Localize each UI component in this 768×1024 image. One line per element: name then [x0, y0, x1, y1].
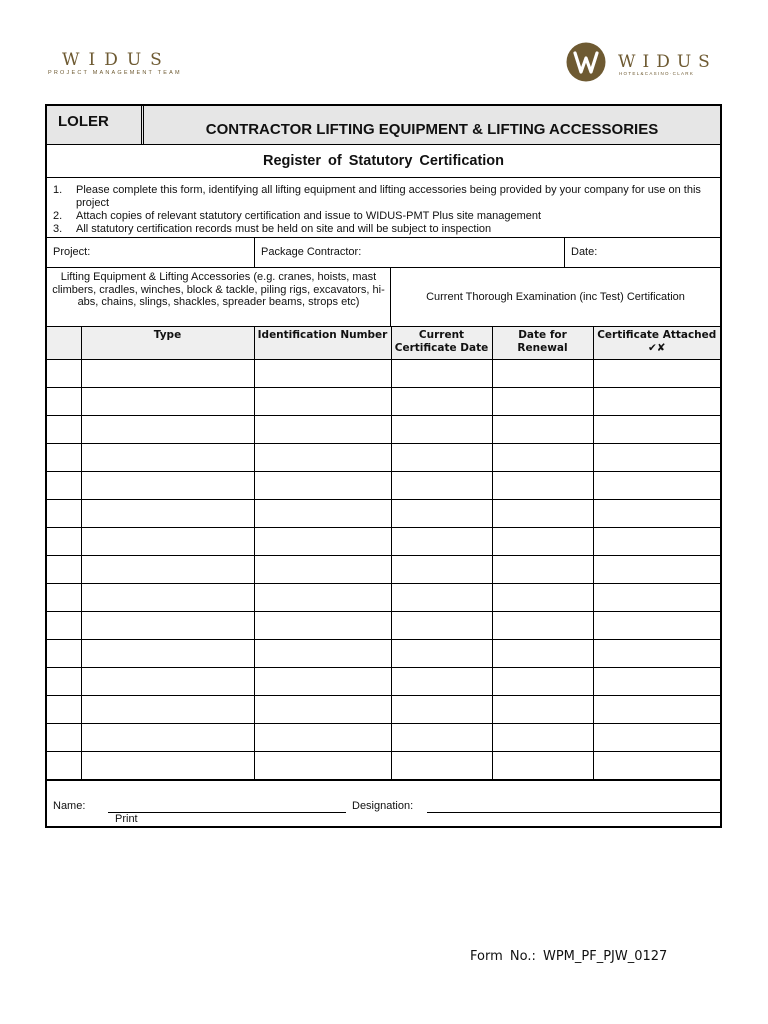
certificate-attached-cell[interactable] — [593, 388, 720, 416]
row-index-cell — [47, 696, 81, 724]
identification-number-cell[interactable] — [254, 640, 391, 668]
signature-section — [47, 780, 720, 826]
type-cell[interactable] — [81, 696, 254, 724]
current-certificate-date-cell[interactable] — [391, 752, 492, 780]
date-for-renewal-cell[interactable] — [492, 500, 593, 528]
certificate-attached-cell[interactable] — [593, 640, 720, 668]
form-meta-row — [47, 238, 720, 268]
table-row — [47, 584, 720, 612]
identification-number-header: Identification Number — [254, 327, 391, 360]
register-table — [47, 327, 720, 780]
instruction-text: All statutory certification records must be held on site and will be subject to inspection — [76, 223, 492, 235]
current-certificate-date-cell[interactable] — [391, 640, 492, 668]
date-for-renewal-cell[interactable] — [492, 668, 593, 696]
row-index-cell — [47, 640, 81, 668]
identification-number-cell[interactable] — [254, 724, 391, 752]
certificate-attached-cell[interactable] — [593, 696, 720, 724]
current-certificate-date-cell[interactable] — [391, 668, 492, 696]
logo-tagline: HOTEL&CASINO·CLARK — [619, 71, 695, 76]
table-header-row — [47, 327, 720, 360]
certificate-attached-header: Certificate Attached ✔✘ — [593, 327, 720, 360]
row-index-cell — [47, 724, 81, 752]
certificate-attached-cell[interactable] — [593, 472, 720, 500]
table-row — [47, 556, 720, 584]
identification-number-cell[interactable] — [254, 752, 391, 780]
identification-number-cell[interactable] — [254, 388, 391, 416]
table-row — [47, 416, 720, 444]
logo-tagline: PROJECT MANAGEMENT TEAM — [48, 70, 182, 76]
table-row — [47, 612, 720, 640]
certificate-attached-cell[interactable] — [593, 500, 720, 528]
instruction-item — [53, 223, 714, 236]
date-for-renewal-cell[interactable] — [492, 416, 593, 444]
examination-group-label: Current Thorough Examination (inc Test) Certification — [426, 291, 685, 303]
form-subtitle: Register of Statutory Certification — [47, 145, 720, 178]
package-contractor-field[interactable]: Package Contractor: — [255, 238, 565, 267]
row-index-header — [47, 327, 81, 360]
date-for-renewal-cell[interactable] — [492, 472, 593, 500]
table-row — [47, 668, 720, 696]
row-index-cell — [47, 444, 81, 472]
logo-wordmark: WIDUS — [62, 50, 171, 70]
date-for-renewal-cell[interactable] — [492, 388, 593, 416]
current-certificate-date-cell[interactable] — [391, 360, 492, 388]
current-certificate-date-cell[interactable] — [391, 584, 492, 612]
identification-number-cell[interactable] — [254, 472, 391, 500]
date-for-renewal-cell[interactable] — [492, 640, 593, 668]
certificate-attached-cell[interactable] — [593, 360, 720, 388]
certificate-attached-cell[interactable] — [593, 444, 720, 472]
identification-number-cell[interactable] — [254, 360, 391, 388]
identification-number-cell[interactable] — [254, 584, 391, 612]
row-index-cell — [47, 556, 81, 584]
identification-number-cell[interactable] — [254, 696, 391, 724]
current-certificate-date-cell[interactable] — [391, 556, 492, 584]
identification-number-cell[interactable] — [254, 444, 391, 472]
date-field[interactable]: Date: — [571, 246, 598, 258]
type-cell[interactable] — [81, 612, 254, 640]
date-for-renewal-cell[interactable] — [492, 360, 593, 388]
current-certificate-date-header: Current Certificate Date — [391, 327, 492, 360]
certificate-attached-cell[interactable] — [593, 416, 720, 444]
type-cell[interactable] — [81, 528, 254, 556]
instruction-number: 1. — [53, 184, 63, 196]
row-index-cell — [47, 388, 81, 416]
certificate-attached-cell[interactable] — [593, 528, 720, 556]
table-row — [47, 696, 720, 724]
date-for-renewal-cell[interactable] — [492, 752, 593, 780]
row-index-cell — [47, 528, 81, 556]
type-cell[interactable] — [81, 444, 254, 472]
name-input-line[interactable] — [108, 812, 346, 813]
identification-number-cell[interactable] — [254, 556, 391, 584]
table-row — [47, 388, 720, 416]
designation-input-line[interactable] — [427, 812, 722, 813]
instruction-number: 2. — [53, 210, 63, 222]
date-for-renewal-cell[interactable] — [492, 724, 593, 752]
current-certificate-date-cell[interactable] — [391, 416, 492, 444]
current-certificate-date-cell[interactable] — [391, 528, 492, 556]
identification-number-cell[interactable] — [254, 528, 391, 556]
designation-label: Designation: — [352, 800, 414, 812]
row-index-cell — [47, 472, 81, 500]
row-index-cell — [47, 752, 81, 780]
row-index-cell — [47, 360, 81, 388]
instructions-list — [47, 178, 720, 238]
table-row — [47, 528, 720, 556]
current-certificate-date-cell[interactable] — [391, 696, 492, 724]
table-row — [47, 360, 720, 388]
date-for-renewal-cell[interactable] — [492, 612, 593, 640]
row-index-cell — [47, 668, 81, 696]
table-row — [47, 640, 720, 668]
date-for-renewal-header: Date for Renewal — [492, 327, 593, 360]
date-for-renewal-cell[interactable] — [492, 556, 593, 584]
type-cell[interactable] — [81, 416, 254, 444]
form-code: LOLER — [47, 106, 144, 144]
table-row — [47, 724, 720, 752]
identification-number-cell[interactable] — [254, 612, 391, 640]
type-cell[interactable] — [81, 360, 254, 388]
project-field[interactable]: Project: — [47, 238, 255, 267]
form-title: CONTRACTOR LIFTING EQUIPMENT & LIFTING ACCESSORIES — [144, 106, 720, 144]
type-cell[interactable] — [81, 388, 254, 416]
row-index-cell — [47, 500, 81, 528]
row-index-cell — [47, 584, 81, 612]
type-cell[interactable] — [81, 640, 254, 668]
instruction-item — [53, 210, 714, 223]
date-for-renewal-cell[interactable] — [492, 528, 593, 556]
widus-pmt-logo — [48, 50, 208, 82]
type-cell[interactable] — [81, 472, 254, 500]
form-header — [47, 106, 720, 145]
equipment-group-label: Lifting Equipment & Lifting Accessories (e.g. cranes, hoists, mast climbers, cradles, winches, block & tackle, piling rigs, excavators, hi-abs, chains, slings, shackles, spreader beams, strops etc) — [47, 268, 391, 326]
widus-hotel-logo — [566, 42, 736, 86]
certificate-attached-cell[interactable] — [593, 668, 720, 696]
column-group-header — [47, 268, 720, 327]
instruction-item — [53, 184, 714, 210]
type-header: Type — [81, 327, 254, 360]
current-certificate-date-cell[interactable] — [391, 724, 492, 752]
logo-wordmark: WIDUS — [618, 52, 717, 72]
type-cell[interactable] — [81, 724, 254, 752]
print-label: Print — [115, 813, 138, 825]
type-cell[interactable] — [81, 556, 254, 584]
identification-number-cell[interactable] — [254, 500, 391, 528]
type-cell[interactable] — [81, 584, 254, 612]
row-index-cell — [47, 416, 81, 444]
identification-number-cell[interactable] — [254, 668, 391, 696]
name-label: Name: — [53, 800, 86, 812]
widus-emblem-icon — [566, 42, 606, 82]
table-row — [47, 444, 720, 472]
table-row — [47, 752, 720, 780]
type-cell[interactable] — [81, 668, 254, 696]
current-certificate-date-cell[interactable] — [391, 500, 492, 528]
current-certificate-date-cell[interactable] — [391, 472, 492, 500]
form-number: Form No.: WPM_PF_PJW_0127 — [470, 949, 668, 964]
certificate-attached-cell[interactable] — [593, 556, 720, 584]
type-cell[interactable] — [81, 752, 254, 780]
certificate-attached-cell[interactable] — [593, 584, 720, 612]
table-row — [47, 472, 720, 500]
instruction-number: 3. — [53, 223, 63, 235]
certificate-attached-cell[interactable] — [593, 724, 720, 752]
current-certificate-date-cell[interactable] — [391, 612, 492, 640]
instruction-text: Please complete this form, identifying all lifting equipment and lifting accessories being provided by your company for use on this project — [76, 184, 701, 209]
date-for-renewal-cell[interactable] — [492, 444, 593, 472]
date-for-renewal-cell[interactable] — [492, 696, 593, 724]
certificate-attached-cell[interactable] — [593, 612, 720, 640]
date-for-renewal-cell[interactable] — [492, 584, 593, 612]
identification-number-cell[interactable] — [254, 416, 391, 444]
table-row — [47, 500, 720, 528]
loler-register-form — [45, 104, 722, 828]
row-index-cell — [47, 612, 81, 640]
certificate-attached-cell[interactable] — [593, 752, 720, 780]
current-certificate-date-cell[interactable] — [391, 388, 492, 416]
current-certificate-date-cell[interactable] — [391, 444, 492, 472]
type-cell[interactable] — [81, 500, 254, 528]
instruction-text: Attach copies of relevant statutory certification and issue to WIDUS-PMT Plus site management — [76, 210, 542, 222]
